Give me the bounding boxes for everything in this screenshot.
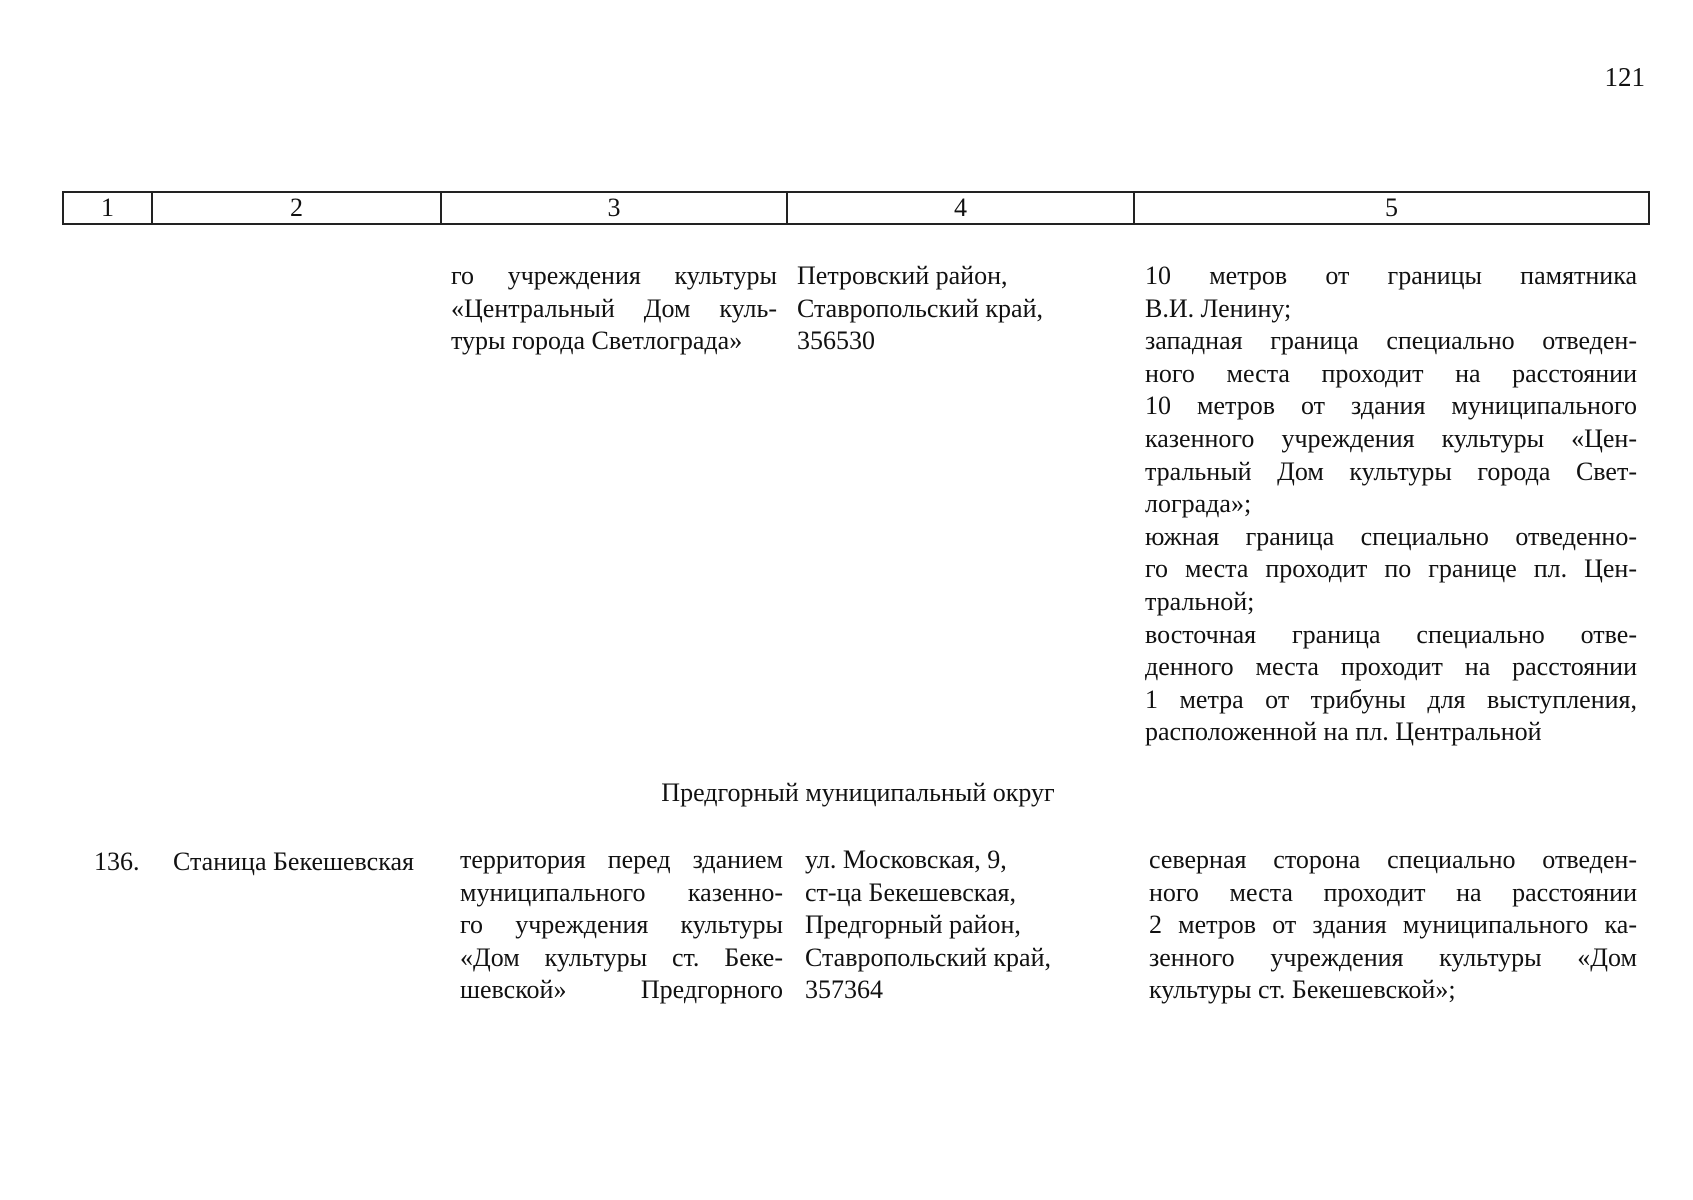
column-header-2: 2 [152,192,441,224]
text-line: го учреждения культуры [460,910,783,940]
text-line: ного места проходит на расстоянии [1149,877,1637,907]
text-line: Ставропольский край, [805,942,1051,972]
column-header-5: 5 [1134,192,1649,224]
text-line: шевской» Предгорного [460,975,783,1005]
column-header-table [62,191,1650,225]
column-header-3: 3 [441,192,787,224]
text-line: Предгорный район, [805,910,1021,940]
text-line: 10 метров от здания муниципального [1145,391,1637,421]
text-line: Ставропольский край, [797,293,1043,323]
text-line: муниципального казенно- [460,877,783,907]
text-line: «Дом культуры ст. Беке- [460,942,783,972]
settlement-name: Станица Бекешевская [173,847,414,876]
text-line: «Центральный Дом куль- [451,293,777,323]
text-line: расположенной на пл. Центральной [1145,717,1542,747]
text-line: туры города Светлограда» [451,326,743,356]
text-line: денного места проходит на расстоянии [1145,652,1637,682]
text-line: тральной; [1145,586,1255,616]
continued-row-institution [451,260,777,358]
text-line: 2 метров от здания муниципального ка- [1149,910,1637,940]
text-line: восточная граница специально отве- [1145,619,1637,649]
page-number: 121 [1604,62,1645,92]
text-line: го места проходит по границе пл. Цен- [1145,554,1637,584]
text-line: западная граница специально отведен- [1145,326,1637,356]
column-header-1: 1 [63,192,152,224]
continued-row-boundaries [1145,260,1637,749]
text-line: 1 метра от трибуны для выступления, [1145,684,1637,714]
text-line: 356530 [797,326,875,356]
text-line: зенного учреждения культуры «Дом [1149,942,1637,972]
text-line: ст-ца Бекешевская, [805,877,1016,907]
text-line: северная сторона специально отведен- [1149,845,1637,874]
text-line: ул. Московская, 9, [805,845,1007,874]
text-line: тральный Дом культуры города Свет- [1145,456,1637,486]
text-line: ного места проходит на расстоянии [1145,358,1637,388]
text-line: южная граница специально отведенно- [1145,521,1637,551]
row-136-institution [460,844,783,1007]
row-number: 136. [94,847,140,876]
section-title: Предгорный муниципальный округ [661,778,1055,807]
text-line: 10 метров от границы памятника [1145,261,1637,290]
column-header-4: 4 [787,192,1134,224]
row-136-boundaries [1149,844,1637,1007]
text-line: территория перед зданием [460,845,783,874]
text-line: Петровский район, [797,261,1008,290]
text-line: В.И. Ленину; [1145,293,1292,323]
row-136-address [805,844,1125,1007]
text-line: 357364 [805,975,883,1005]
text-line: казенного учреждения культуры «Цен- [1145,423,1637,453]
text-line: го учреждения культуры [451,261,777,290]
text-line: лограда»; [1145,489,1252,519]
text-line: культуры ст. Бекешевской»; [1149,975,1456,1005]
continued-row-address [797,260,1117,358]
